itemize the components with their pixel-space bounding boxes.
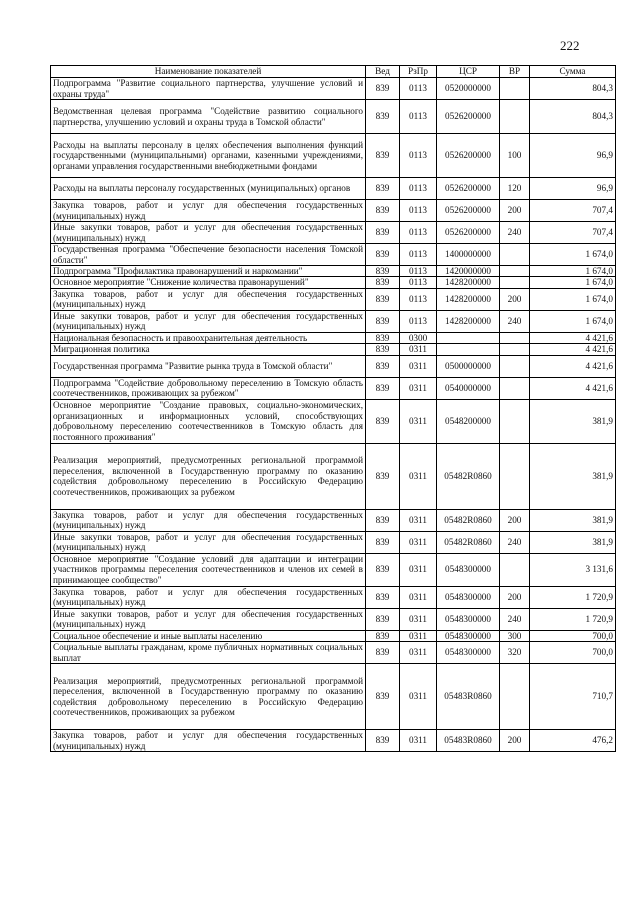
cell-sum: 4 421,6 — [530, 344, 616, 355]
table-row — [51, 608, 616, 630]
cell-vr — [500, 277, 530, 288]
cell-rzpr: 0311 — [400, 509, 437, 531]
header-vr: ВР — [500, 66, 530, 78]
cell-ved: 839 — [366, 266, 400, 277]
table-row — [51, 288, 616, 310]
table-row — [51, 332, 616, 343]
table-row — [51, 443, 616, 509]
cell-sum: 707,4 — [530, 200, 616, 222]
cell-csr: 1428200000 — [437, 288, 500, 310]
cell-vr: 100 — [500, 134, 530, 178]
cell-csr: 05483R0860 — [437, 730, 500, 752]
cell-vr: 320 — [500, 642, 530, 664]
cell-rzpr: 0113 — [400, 134, 437, 178]
table-row — [51, 344, 616, 355]
cell-rzpr: 0113 — [400, 222, 437, 244]
cell-sum: 381,9 — [530, 399, 616, 443]
table-row — [51, 78, 616, 100]
table-row — [51, 664, 616, 730]
cell-ved: 839 — [366, 730, 400, 752]
cell-ved: 839 — [366, 664, 400, 730]
cell-ved: 839 — [366, 244, 400, 266]
cell-rzpr: 0311 — [400, 377, 437, 399]
cell-name: Миграционная политика — [51, 344, 366, 355]
cell-vr: 240 — [500, 531, 530, 553]
cell-vr: 200 — [500, 730, 530, 752]
header-rzpr: РзПр — [400, 66, 437, 78]
cell-rzpr: 0311 — [400, 443, 437, 509]
cell-vr: 300 — [500, 630, 530, 641]
cell-vr: 200 — [500, 509, 530, 531]
cell-vr — [500, 377, 530, 399]
table-row — [51, 630, 616, 641]
cell-rzpr: 0311 — [400, 586, 437, 608]
cell-sum: 1 720,9 — [530, 586, 616, 608]
cell-csr: 0526200000 — [437, 200, 500, 222]
cell-sum: 1 674,0 — [530, 288, 616, 310]
cell-rzpr: 0311 — [400, 730, 437, 752]
table-row — [51, 200, 616, 222]
cell-vr: 200 — [500, 586, 530, 608]
cell-csr — [437, 332, 500, 343]
cell-vr: 240 — [500, 222, 530, 244]
cell-vr: 120 — [500, 178, 530, 200]
cell-sum: 804,3 — [530, 100, 616, 134]
table-row — [51, 266, 616, 277]
cell-name: Закупка товаров, работ и услуг для обеспечения государственных (муниципальных) нужд — [51, 730, 366, 752]
cell-ved: 839 — [366, 200, 400, 222]
cell-ved: 839 — [366, 509, 400, 531]
cell-vr — [500, 355, 530, 377]
cell-vr: 240 — [500, 608, 530, 630]
cell-csr: 0526200000 — [437, 178, 500, 200]
cell-rzpr: 0113 — [400, 277, 437, 288]
table-row — [51, 277, 616, 288]
cell-csr: 0548300000 — [437, 608, 500, 630]
cell-sum: 1 674,0 — [530, 310, 616, 332]
cell-sum: 381,9 — [530, 443, 616, 509]
cell-rzpr: 0113 — [400, 100, 437, 134]
cell-name: Иные закупки товаров, работ и услуг для обеспечения государственных (муниципальных) нужд — [51, 608, 366, 630]
cell-name: Закупка товаров, работ и услуг для обеспечения государственных (муниципальных) нужд — [51, 509, 366, 531]
cell-vr — [500, 399, 530, 443]
cell-sum: 700,0 — [530, 630, 616, 641]
table-row — [51, 310, 616, 332]
table-row — [51, 509, 616, 531]
cell-csr: 0548300000 — [437, 553, 500, 586]
cell-name: Иные закупки товаров, работ и услуг для обеспечения государственных (муниципальных) нужд — [51, 310, 366, 332]
table-row — [51, 377, 616, 399]
cell-rzpr: 0113 — [400, 244, 437, 266]
cell-vr — [500, 443, 530, 509]
cell-sum: 700,0 — [530, 642, 616, 664]
header-csr: ЦСР — [437, 66, 500, 78]
cell-sum: 1 674,0 — [530, 266, 616, 277]
cell-rzpr: 0113 — [400, 178, 437, 200]
cell-name: Расходы на выплаты персоналу в целях обеспечения выполнения функций государственными (муниципальными) органами, казенными учреждениями, органами управления государственными внебюджетными фондами — [51, 134, 366, 178]
cell-sum: 381,9 — [530, 531, 616, 553]
header-sum: Сумма — [530, 66, 616, 78]
cell-rzpr: 0311 — [400, 664, 437, 730]
cell-name: Подпрограмма "Профилактика правонарушений и наркомании" — [51, 266, 366, 277]
cell-rzpr: 0311 — [400, 399, 437, 443]
cell-csr: 05482R0860 — [437, 443, 500, 509]
header-ved: Вед — [366, 66, 400, 78]
cell-csr: 1428200000 — [437, 277, 500, 288]
cell-rzpr: 0113 — [400, 288, 437, 310]
cell-csr: 0540000000 — [437, 377, 500, 399]
cell-vr — [500, 244, 530, 266]
cell-name: Государственная программа "Обеспечение безопасности населения Томской области" — [51, 244, 366, 266]
table-header-row — [51, 66, 616, 78]
cell-name: Расходы на выплаты персоналу государственных (муниципальных) органов — [51, 178, 366, 200]
cell-csr: 0548300000 — [437, 630, 500, 641]
cell-vr — [500, 553, 530, 586]
cell-ved: 839 — [366, 553, 400, 586]
cell-name: Реализация мероприятий, предусмотренных региональной программой переселения, включенной в Государственную программу по оказанию содействия добровольному переселению в Российскую Федерацию соотечественников, проживающих за рубежом — [51, 664, 366, 730]
cell-sum: 3 131,6 — [530, 553, 616, 586]
budget-table — [50, 65, 616, 752]
cell-rzpr: 0300 — [400, 332, 437, 343]
cell-rzpr: 0113 — [400, 200, 437, 222]
cell-csr: 0548200000 — [437, 399, 500, 443]
table-row — [51, 100, 616, 134]
cell-sum: 96,9 — [530, 134, 616, 178]
cell-name: Ведомственная целевая программа "Содействие развитию социального партнерства, улучшению условий и охраны труда в Томской области" — [51, 100, 366, 134]
cell-ved: 839 — [366, 377, 400, 399]
cell-csr: 0548300000 — [437, 586, 500, 608]
cell-sum: 4 421,6 — [530, 332, 616, 343]
cell-vr — [500, 78, 530, 100]
cell-ved: 839 — [366, 332, 400, 343]
cell-sum: 1 674,0 — [530, 244, 616, 266]
cell-name: Основное мероприятие "Снижение количества правонарушений" — [51, 277, 366, 288]
cell-ved: 839 — [366, 443, 400, 509]
cell-rzpr: 0311 — [400, 608, 437, 630]
cell-ved: 839 — [366, 531, 400, 553]
cell-csr: 0500000000 — [437, 355, 500, 377]
header-name: Наименование показателей — [51, 66, 366, 78]
cell-rzpr: 0113 — [400, 266, 437, 277]
cell-ved: 839 — [366, 399, 400, 443]
cell-rzpr: 0311 — [400, 531, 437, 553]
cell-sum: 4 421,6 — [530, 355, 616, 377]
cell-rzpr: 0311 — [400, 355, 437, 377]
cell-csr: 0526200000 — [437, 100, 500, 134]
cell-ved: 839 — [366, 134, 400, 178]
cell-rzpr: 0311 — [400, 553, 437, 586]
cell-rzpr: 0113 — [400, 78, 437, 100]
cell-name: Подпрограмма "Содействие добровольному переселению в Томскую область соотечественников, проживающих за рубежом" — [51, 377, 366, 399]
cell-vr — [500, 344, 530, 355]
cell-ved: 839 — [366, 344, 400, 355]
table-row — [51, 244, 616, 266]
cell-csr: 05483R0860 — [437, 664, 500, 730]
cell-name: Закупка товаров, работ и услуг для обеспечения государственных (муниципальных) нужд — [51, 200, 366, 222]
table-row — [51, 178, 616, 200]
cell-sum: 4 421,6 — [530, 377, 616, 399]
cell-sum: 96,9 — [530, 178, 616, 200]
table-row — [51, 134, 616, 178]
cell-csr: 05482R0860 — [437, 509, 500, 531]
cell-csr: 0526200000 — [437, 134, 500, 178]
cell-sum: 381,9 — [530, 509, 616, 531]
cell-ved: 839 — [366, 586, 400, 608]
cell-vr — [500, 266, 530, 277]
cell-csr: 1428200000 — [437, 310, 500, 332]
page-number: 222 — [560, 38, 580, 53]
table-row — [51, 586, 616, 608]
table-row — [51, 222, 616, 244]
cell-csr: 0526200000 — [437, 222, 500, 244]
cell-vr — [500, 332, 530, 343]
cell-ved: 839 — [366, 277, 400, 288]
cell-sum: 1 720,9 — [530, 608, 616, 630]
cell-vr — [500, 100, 530, 134]
cell-name: Социальные выплаты гражданам, кроме публичных нормативных социальных выплат — [51, 642, 366, 664]
table-row — [51, 355, 616, 377]
cell-sum: 804,3 — [530, 78, 616, 100]
cell-rzpr: 0113 — [400, 310, 437, 332]
cell-name: Иные закупки товаров, работ и услуг для обеспечения государственных (муниципальных) нужд — [51, 531, 366, 553]
cell-rzpr: 0311 — [400, 642, 437, 664]
cell-vr: 200 — [500, 200, 530, 222]
cell-sum: 1 674,0 — [530, 277, 616, 288]
table-row — [51, 531, 616, 553]
cell-csr: 0520000000 — [437, 78, 500, 100]
cell-name: Основное мероприятие "Создание правовых, социально-экономических, организационных и информационных условий, способствующих добровольному переселению соотечественников в Томскую область для постоянного проживания" — [51, 399, 366, 443]
cell-vr: 240 — [500, 310, 530, 332]
cell-ved: 839 — [366, 100, 400, 134]
cell-ved: 839 — [366, 222, 400, 244]
cell-ved: 839 — [366, 630, 400, 641]
cell-ved: 839 — [366, 642, 400, 664]
cell-csr: 05482R0860 — [437, 531, 500, 553]
table-row — [51, 730, 616, 752]
cell-vr: 200 — [500, 288, 530, 310]
cell-name: Подпрограмма "Развитие социального партнерства, улучшение условий и охраны труда" — [51, 78, 366, 100]
cell-sum: 710,7 — [530, 664, 616, 730]
cell-ved: 839 — [366, 178, 400, 200]
cell-ved: 839 — [366, 355, 400, 377]
cell-name: Иные закупки товаров, работ и услуг для обеспечения государственных (муниципальных) нужд — [51, 222, 366, 244]
cell-vr — [500, 664, 530, 730]
table-row — [51, 642, 616, 664]
cell-name: Реализация мероприятий, предусмотренных региональной программой переселения, включенной в Государственную программу по оказанию содействия добровольному переселению в Российскую Федерацию соотечественников, проживающих за рубежом — [51, 443, 366, 509]
cell-csr: 1400000000 — [437, 244, 500, 266]
cell-sum: 707,4 — [530, 222, 616, 244]
cell-ved: 839 — [366, 288, 400, 310]
cell-name: Социальное обеспечение и иные выплаты населению — [51, 630, 366, 641]
cell-sum: 476,2 — [530, 730, 616, 752]
cell-rzpr: 0311 — [400, 344, 437, 355]
table-row — [51, 553, 616, 586]
cell-ved: 839 — [366, 608, 400, 630]
cell-csr: 0548300000 — [437, 642, 500, 664]
cell-rzpr: 0311 — [400, 630, 437, 641]
cell-ved: 839 — [366, 78, 400, 100]
cell-ved: 839 — [366, 310, 400, 332]
cell-name: Государственная программа "Развитие рынка труда в Томской области" — [51, 355, 366, 377]
cell-csr: 1420000000 — [437, 266, 500, 277]
cell-csr — [437, 344, 500, 355]
cell-name: Национальная безопасность и правоохранительная деятельность — [51, 332, 366, 343]
cell-name: Закупка товаров, работ и услуг для обеспечения государственных (муниципальных) нужд — [51, 288, 366, 310]
table-row — [51, 399, 616, 443]
cell-name: Основное мероприятие "Создание условий для адаптации и интеграции участников программы переселения соотечественников и членов их семей в принимающее сообщество" — [51, 553, 366, 586]
cell-name: Закупка товаров, работ и услуг для обеспечения государственных (муниципальных) нужд — [51, 586, 366, 608]
